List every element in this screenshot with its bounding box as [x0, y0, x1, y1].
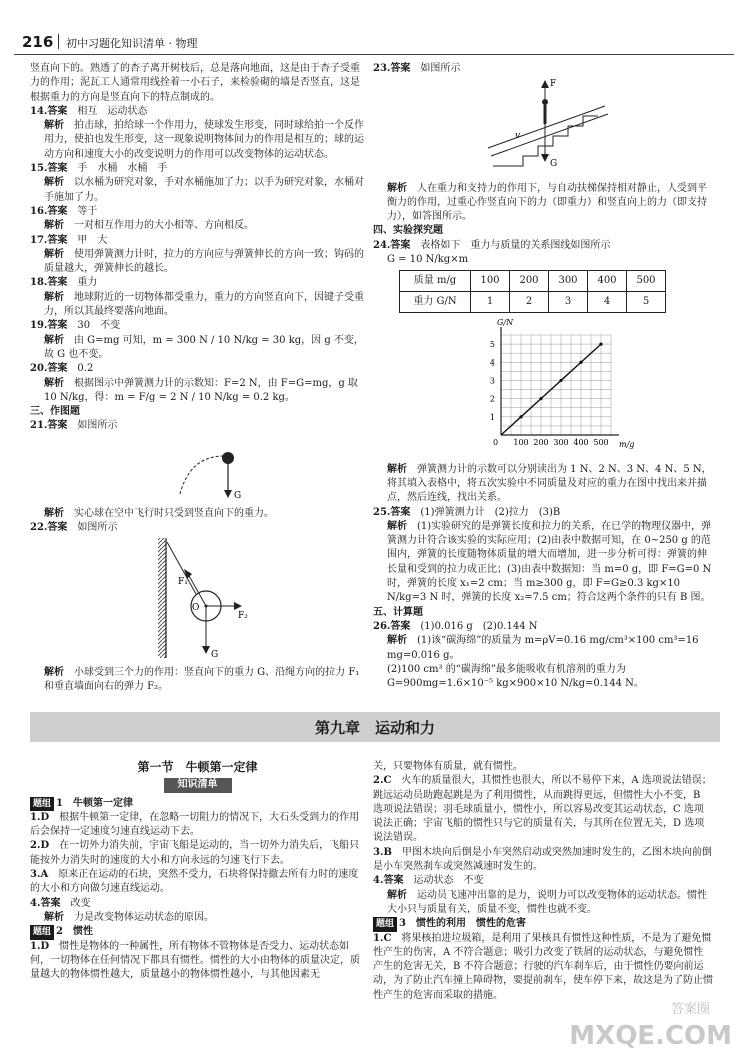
q22-label-g: G: [211, 649, 219, 660]
answer-text: 甲图木块向后倒是小车突然启动或突然加速时发生的，乙图木块向前倒是小车突然刹车或突然减速时发生的。: [373, 846, 712, 873]
page-header: [14, 32, 734, 55]
table-cell: 200: [510, 271, 549, 292]
answer-number: 18.答案: [30, 277, 68, 289]
y-tick-label: 3: [489, 376, 495, 386]
left-bottom-answers: [30, 811, 365, 925]
answer-item: [373, 760, 713, 774]
table-cell: 3: [549, 292, 588, 313]
answer-item: [30, 334, 365, 363]
q23-figure: [373, 76, 713, 176]
q24-text: 表格如下 重力与质量的关系图线如图所示: [420, 239, 611, 251]
topic1-title: 牛顿第一定律: [72, 797, 133, 809]
answer-text: 改变: [70, 897, 91, 909]
q25-text: (1)弹簧测力计 (2)拉力 (3)B: [420, 506, 561, 518]
answer-text: 火车的质量很大，其惯性也很大，所以不易停下来，A 选项说法错误；跳远运动员助跑起跳是为了利用惯性，从而跳得更远，但惯性大小不变，B 选项说法错误；羽毛球质量小，惯性小，所以容易改变其运动状态，C 选项说法正确；宇宙飞船的惯性只与它的质量有关，与其所在位置无关，D 选项说法错误。: [373, 775, 712, 844]
answer-item: [30, 276, 365, 290]
table-cell: 4: [588, 292, 627, 313]
answer-number: 3.A: [30, 869, 49, 881]
answer-text: 30 不变: [77, 320, 121, 332]
y-tick-label: 1: [489, 413, 495, 423]
answer-item: [30, 219, 365, 233]
data-point: [519, 416, 522, 419]
answer-text: 运动员飞速冲出靠的是力，说明力可以改变物体的运动状态。惯性大小只与质量有关，质量不变，惯性也就不变。: [387, 889, 707, 915]
left-column: [30, 62, 365, 695]
q21-analysis: 实心球在空中飞行时只受到竖直向下的重力。: [74, 508, 274, 520]
q24-g-const: G = 10 N/kg×m: [387, 254, 469, 266]
page-number: 216: [22, 33, 54, 51]
answer-item: [373, 846, 713, 875]
y-tick-label: 5: [489, 340, 495, 350]
table-header-mass: 质量 m/g: [400, 271, 471, 292]
answer-text: 关，只要物体有质量，就有惯性。: [373, 761, 523, 772]
answer-number: 2.C: [373, 775, 392, 787]
answer-text: 相互 运动状态: [77, 105, 148, 117]
data-point: [579, 361, 582, 364]
answer-item: [373, 932, 713, 1003]
answer-number: 3.B: [373, 846, 392, 858]
q24-num: 24.答案: [373, 239, 411, 251]
q23-num: 23.答案: [373, 63, 411, 74]
topic3-num: 3: [399, 918, 406, 930]
answer-number: 解析: [44, 911, 64, 923]
answer-number: 4.答案: [373, 875, 404, 887]
answer-item: [30, 377, 365, 406]
answer-text: 在一切外力消失前，宇宙飞船是运动的，当一切外力消失后，飞船只能按外力消失时的速度的大小和方向永远的匀速飞行下去。: [30, 840, 360, 866]
watermark: MXQE.COM: [569, 1021, 732, 1051]
answer-text: 原来正在运动的石块，突然不受力，石块将保持撤去所有力时的速度的大小和方向做匀速直线运动。: [30, 869, 359, 895]
q23-analysis-label: 解析: [387, 182, 407, 194]
answer-text: 地球附近的一切物体都受重力，重力的方向竖直向下，因键子受重力，所以其最终要落向地面。: [44, 291, 364, 318]
q26-a2: (2)100 cm³ 的“碳海绵”最多能吸收有机溶剂的重力为 G=900mg=1.6×10⁻⁵ kg×900×10 N/kg=0.144 N。: [387, 663, 644, 690]
q21-analysis-label: 解析: [44, 508, 64, 520]
answer-number: 解析: [44, 177, 64, 189]
answer-item: [30, 940, 365, 983]
topic1-badge: 题组: [30, 797, 54, 811]
right-bottom: [373, 760, 713, 1003]
answer-item: [30, 868, 365, 897]
q24-analysis: 弹簧测力计的示数可以分别读出为 1 N、2 N、3 N、4 N、5 N，将其填入表格中，将五次实验中不同质量及对应的重力在图中找出来并描点，然后连线，找出关系。: [387, 463, 712, 504]
answer-number: 14.答案: [30, 105, 68, 117]
left-bottom: [30, 760, 365, 982]
answer-item: [30, 62, 365, 105]
topic3-title: 惯性的利用 惯性的危害: [415, 918, 526, 930]
q26-text: (1)0.016 g (2)0.144 N: [420, 620, 538, 632]
answer-text: 竖直向下的。熟透了的杏子离开树枝后，总是落向地面，这是由于杏子受重力的作用；泥瓦工人通常用线拴着一小石子，来检验砌的墙是否竖直，这是根据重力的方向是竖直向下的特点制成的。: [30, 63, 360, 103]
right-bottom-answers: [373, 760, 713, 917]
header-divider: [58, 34, 59, 49]
answer-number: 解析: [387, 889, 407, 901]
topic1-num: 1: [56, 797, 63, 809]
q22-num: 22.答案: [30, 522, 68, 534]
q23-label-f: F: [550, 79, 557, 90]
q22-answer: 如图所示: [77, 522, 118, 534]
answer-number: 1.D: [30, 811, 50, 823]
q22-analysis: 小球受到三个力的作用：竖直向下的重力 G、沿绳方向的拉力 F₁ 和垂直墙面向右的弹力 F₂。: [44, 666, 360, 693]
answer-number: 1.C: [373, 932, 392, 944]
q25-analysis: (1)实验研究的是弹簧长度和拉力的关系，在已学的物理仪器中，弹簧测力计符合该实验的实际应用；(2)由表中数据可知，在 0~250 g 的范围内，弹簧的长度随物体质量的增大而增加，进一步分析可得：弹簧的伸长量和受到的拉力成正比；(3)由表中数据知：当 m=0 g，即 F=G=0 N 时，弹簧的长度 x₁=2 cm；当 m≥300 g，即 F=G≥0.3 kg×10 N/kg=3 N 时，弹簧的长度 x₂=7.5 cm；符合这两个条件的只有 B 图。: [387, 520, 712, 604]
answer-text: 以水桶为研究对象，手对水桶施加了力；以手为研究对象，水桶对手施加了力。: [44, 177, 364, 203]
answer-item: [30, 119, 365, 162]
answer-text: 根据牛顿第一定律，在忽略一切阻力的情况下，大石头受到力的作用后会保持一定速度匀速直线运动下去。: [30, 811, 360, 838]
q26-a1: (1)该“碳海绵”的质量为 m=ρV=0.16 mg/cm³×100 cm³=16 mg=0.016 g。: [387, 635, 699, 661]
table-cell: 100: [471, 271, 510, 292]
answer-text: 等于: [77, 205, 98, 217]
q23-label-g: G: [550, 159, 558, 170]
section-experiment: 四、实验探究题: [373, 225, 443, 237]
answer-item: [373, 874, 713, 888]
answer-text: 运动状态 不变: [413, 875, 484, 887]
right-column: [373, 62, 713, 691]
q22-label-f2: F₂: [238, 610, 248, 621]
q21-label-g: G: [234, 490, 242, 501]
q26-num: 26.答案: [373, 620, 411, 632]
table-cell: 2: [510, 292, 549, 313]
answer-number: 19.答案: [30, 320, 68, 332]
section-calc: 五、计算题: [373, 606, 423, 618]
data-point: [599, 343, 602, 346]
q21-answer: 如图所示: [77, 420, 118, 432]
origin-label: 0: [493, 438, 499, 448]
answer-number: 解析: [44, 291, 64, 303]
topic2-num: 2: [56, 926, 63, 938]
table-row: [400, 292, 666, 313]
answer-text: 力是改变物体运动状态的原因。: [74, 911, 214, 923]
answer-item: [30, 176, 365, 205]
knowledge-tag: 知识清单: [164, 778, 232, 792]
answer-number: 2.D: [30, 840, 50, 852]
answer-text: 拍击球，拍给球一个作用力，使球发生形变，同时球给拍一个反作用力，使拍也发生形变，这一现象说明物体间力的作用是相互的；球的运动方向和速度大小的改变说明力的作用可以改变物体的运动状态。: [44, 120, 364, 160]
x-axis-label: m/g: [619, 440, 635, 450]
table-cell: 400: [588, 271, 627, 292]
answer-item: [30, 911, 365, 925]
answer-text: 手 水桶 水桶 手: [77, 163, 168, 175]
q23-label-v: v: [515, 131, 521, 142]
section-draw: 三、作图题: [30, 406, 80, 418]
answer-text: 0.2: [77, 363, 94, 375]
answer-number: 4.答案: [30, 897, 61, 909]
q24-analysis-label: 解析: [387, 463, 407, 475]
q25-num: 25.答案: [373, 506, 411, 518]
table-cell: 1: [471, 292, 510, 313]
answer-text: 重力: [77, 277, 98, 289]
answer-text: 由 G=mg 可知，m = 300 N / 10 N/kg = 30 kg，因 g 不变，故 G 也不变。: [44, 334, 364, 360]
data-point: [539, 397, 542, 400]
q21-figure: [30, 434, 365, 502]
table-cell: 5: [627, 292, 666, 313]
x-tick-label: 400: [573, 438, 589, 448]
answer-text: 一对相互作用力的大小相等、方向相反。: [74, 220, 254, 232]
answer-number: 15.答案: [30, 163, 68, 175]
answer-text: 将果核拍进垃圾箱，是利用了果核具有惯性这种性质，不是为了避免惯性产生的伤害，A 不符合题意；吸引力改变了铁屑的运动状态，与避免惯性产生的危害无关，B 不符合题意；行驶的汽车刹车后，由于惯性仍要向前运动，为了防止汽车撞上障碍物，要提前刹车，使车停下来，故这是为了防止惯性产生的危害而采取的措施。: [373, 932, 713, 1001]
mass-weight-chart: [373, 317, 713, 457]
answer-item: [30, 205, 365, 219]
q26-analysis-label: 解析: [387, 635, 407, 647]
q23-analysis: 人在重力和支持力的作用下，与自动扶梯保持相对静止，人受到平衡力的作用，过重心作竖直向下的力（即重力）和竖直向上的力（即支持力），如答图所示。: [387, 182, 707, 223]
answer-item: [373, 774, 713, 845]
answer-number: 解析: [44, 248, 64, 260]
answer-item: [30, 811, 365, 840]
table-header-weight: 重力 G/N: [400, 292, 471, 313]
q22-label-f1: F₁: [178, 576, 188, 587]
table-cell: 500: [627, 271, 666, 292]
mass-weight-table: [399, 270, 666, 313]
book-title: 初中习题化知识清单 · 物理: [66, 37, 198, 50]
answer-item: [30, 234, 365, 248]
answer-text: 使用弹簧测力计时，拉力的方向应与弹簧伸长的方向一致；钩码的质量越大，弹簧伸长的越长。: [44, 248, 364, 275]
answer-item: [30, 897, 365, 911]
answer-number: 20.答案: [30, 363, 68, 375]
topic3-badge: 题组: [373, 917, 397, 931]
watermark-secondary: 答案圈: [670, 1002, 710, 1017]
q23-answer: 如图所示: [420, 63, 461, 74]
answer-number: 16.答案: [30, 205, 68, 217]
q22-analysis-label: 解析: [44, 666, 64, 678]
answer-text: 惯性是物体的一种属性，所有物体不管物体是否受力、运动状态如何，一切物体在任何情况下都具有惯性。惯性的大小由物体的质量决定，质量越大的物体惯性越大，质量越小的物体惯性越小，与其他因素无: [30, 940, 360, 981]
answer-number: 1.D: [30, 940, 50, 952]
x-tick-label: 500: [593, 438, 609, 448]
x-tick-label: 100: [513, 438, 529, 448]
answer-number: 17.答案: [30, 234, 68, 246]
y-axis-label: G/N: [497, 318, 514, 328]
x-tick-label: 300: [553, 438, 569, 448]
answer-item: [373, 889, 713, 918]
answer-number: 解析: [44, 377, 64, 389]
y-tick-label: 2: [489, 395, 495, 405]
section-title: 第一节 牛顿第一定律: [137, 760, 258, 774]
answer-number: 解析: [44, 120, 64, 132]
answer-item: [30, 319, 365, 333]
answer-number: 解析: [44, 334, 64, 346]
q22-figure: [30, 536, 365, 661]
right-bottom-answers-2: [373, 932, 713, 1003]
table-cell: 300: [549, 271, 588, 292]
answer-text: 根据图示中弹簧测力计的示数知：F=2 N，由 F=G=mg，g 取 10 N/kg，得：m = F/g = 2 N / 10 N/kg = 0.2 kg。: [44, 377, 358, 403]
left-answers: [30, 62, 365, 405]
table-row: [400, 271, 666, 292]
answer-number: 解析: [44, 220, 64, 232]
chapter-title: 第九章 运动和力: [314, 719, 435, 737]
topic2-title: 惯性: [72, 926, 93, 938]
q25-analysis-label: 解析: [387, 520, 407, 532]
answer-item: [30, 105, 365, 119]
left-bottom-answers-2: [30, 940, 365, 983]
answer-item: [30, 839, 365, 868]
answer-item: [30, 291, 365, 320]
q21-num: 21.答案: [30, 420, 68, 432]
answer-text: 甲 大: [77, 234, 108, 246]
data-point: [559, 379, 562, 382]
x-tick-label: 200: [533, 438, 549, 448]
q22-label-o: O: [192, 602, 200, 613]
y-tick-label: 4: [489, 358, 495, 368]
answer-item: [30, 162, 365, 176]
chapter-banner: [30, 712, 720, 742]
answer-item: [30, 362, 365, 376]
answer-item: [30, 248, 365, 277]
topic2-badge: 题组: [30, 925, 54, 939]
